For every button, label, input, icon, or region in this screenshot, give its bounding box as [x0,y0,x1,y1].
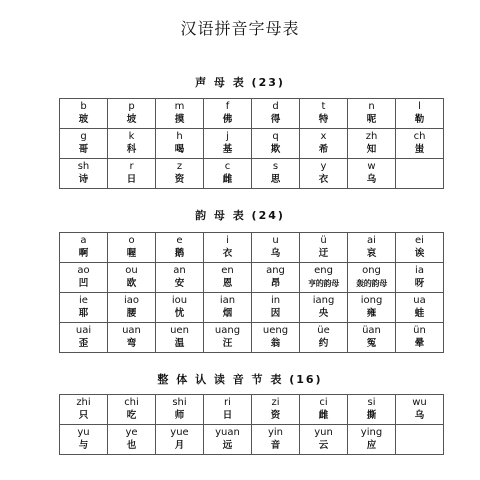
example-character: 翁 [270,338,281,349]
pinyin-letter: ou [125,265,138,276]
table-cell [348,129,396,159]
example-character: 啊 [78,248,89,259]
example-character: 呀 [414,278,425,289]
pinyin-letter: ying [360,427,383,438]
pinyin-letter: j [226,131,229,142]
example-character: 央 [318,308,329,319]
example-character: 与 [78,440,89,451]
example-character: 雌 [222,174,233,185]
pinyin-letter: ang [266,265,285,276]
table-row [60,263,444,293]
table-cell [204,425,252,455]
pinyin-letter: yun [314,427,333,438]
table-row [60,99,444,129]
example-character: 欧 [126,278,137,289]
pinyin-letter: üan [362,325,381,336]
table-cell [60,263,108,293]
pinyin-letter: ye [125,427,138,438]
pinyin-letter: in [270,295,281,306]
table-cell [108,99,156,129]
table-cell [396,263,444,293]
example-character: 晕 [414,338,425,349]
pinyin-letter: yue [170,427,189,438]
pinyin-letter: p [128,101,135,112]
table-cell [252,293,300,323]
zhengti-heading: 整 体 认 读 音 节 表 (16) [157,373,323,386]
example-character: 喝 [174,144,185,155]
example-character: 玻 [78,114,89,125]
pinyin-letter: ian [219,295,236,306]
example-character: 应 [366,440,377,451]
table-cell [396,293,444,323]
shengmu-heading: 声 母 表 (23) [195,76,285,89]
table-cell [204,159,252,189]
pinyin-letter: a [80,235,87,246]
example-character: 恩 [222,278,233,289]
example-character: 迂 [318,248,329,259]
table-cell [300,425,348,455]
pinyin-letter: ai [367,235,376,246]
pinyin-letter: shi [172,397,187,408]
pinyin-letter: k [128,131,135,142]
table-cell [108,425,156,455]
example-character: 温 [174,338,185,349]
example-character: 轰的韵母 [356,279,387,288]
example-character: 摸 [174,114,185,125]
pinyin-letter: e [176,235,183,246]
pinyin-letter: f [225,101,230,112]
pinyin-letter: chi [124,397,139,408]
table-cell [60,99,108,129]
example-character: 乌 [366,174,377,185]
table-cell [300,263,348,293]
example-character: 资 [270,410,281,421]
table-cell [348,233,396,263]
table-row [60,293,444,323]
table-cell [156,99,204,129]
pinyin-letter: iao [123,295,140,306]
example-character: 雍 [366,308,377,319]
table-cell [300,293,348,323]
table-cell [300,159,348,189]
example-character: 鹅 [174,248,185,259]
table-cell [348,425,396,455]
pinyin-letter: ao [77,265,90,276]
pinyin-letter: ü [320,235,327,246]
table-cell [300,233,348,263]
yunmu-table [59,232,444,353]
pinyin-letter: m [174,101,185,112]
pinyin-letter: z [176,161,183,172]
example-character: 撕 [366,410,377,421]
pinyin-letter: ong [362,265,381,276]
pinyin-letter: üe [317,325,330,336]
table-cell [108,293,156,323]
pinyin-letter: d [272,101,279,112]
pinyin-letter: g [80,131,87,142]
pinyin-letter: iong [360,295,383,306]
pinyin-letter: an [173,265,186,276]
example-character: 特 [318,114,329,125]
table-row [60,129,444,159]
example-character: 佛 [222,114,233,125]
example-character: 希 [318,144,329,155]
example-character: 吃 [126,410,137,421]
table-cell [204,129,252,159]
pinyin-letter: ua [413,295,426,306]
table-cell [348,293,396,323]
example-character: 昂 [270,278,281,289]
table-cell [108,233,156,263]
example-character: 日 [222,410,233,421]
table-cell [108,129,156,159]
table-cell [204,323,252,353]
table-cell [348,263,396,293]
pinyin-letter: n [368,101,375,112]
example-character: 烟 [222,308,233,319]
table-cell [156,395,204,425]
example-character: 哀 [366,248,377,259]
example-character: 汪 [222,338,233,349]
example-character: 只 [78,410,89,421]
pinyin-letter: y [320,161,327,172]
example-character: 腰 [126,308,137,319]
table-cell [348,159,396,189]
table-cell [300,99,348,129]
pinyin-letter: o [128,235,135,246]
table-cell [348,323,396,353]
pinyin-letter: zhi [76,397,91,408]
example-character: 哥 [78,144,89,155]
pinyin-letter: ri [224,397,231,408]
table-row [60,159,444,189]
example-character: 亨的韵母 [308,279,339,288]
example-character: 冤 [366,338,377,349]
table-cell [396,159,444,189]
pinyin-letter: w [367,161,376,172]
table-cell [60,323,108,353]
example-character: 思 [270,174,281,185]
pinyin-letter: yu [77,427,90,438]
pinyin-letter: wu [412,397,427,408]
table-cell [252,159,300,189]
table-cell [252,233,300,263]
table-cell [300,129,348,159]
table-cell [204,395,252,425]
example-character: 资 [174,174,185,185]
table-cell [396,99,444,129]
example-character: 日 [126,174,137,185]
table-cell [396,425,444,455]
table-cell [396,395,444,425]
pinyin-letter: u [272,235,279,246]
table-cell [252,323,300,353]
pinyin-letter: r [129,161,134,172]
table-cell [204,99,252,129]
table-cell [60,159,108,189]
table-cell [108,323,156,353]
table-cell [156,425,204,455]
pinyin-letter: en [221,265,234,276]
pinyin-letter: i [226,235,229,246]
table-cell [60,425,108,455]
table-cell [60,129,108,159]
pinyin-letter: l [418,101,421,112]
table-cell [156,233,204,263]
table-row [60,323,444,353]
yunmu-heading: 韵 母 表 (24) [195,209,285,222]
pinyin-letter: uang [214,325,241,336]
example-character: 月 [174,440,185,451]
pinyin-letter: uai [75,325,92,336]
example-character: 师 [174,410,185,421]
example-character: 诶 [414,248,425,259]
example-character: 凹 [78,278,89,289]
table-cell [396,129,444,159]
pinyin-letter: si [367,397,376,408]
table-cell [108,159,156,189]
pinyin-letter: uen [170,325,189,336]
pinyin-letter: ün [413,325,426,336]
example-character: 勒 [414,114,425,125]
table-cell [252,425,300,455]
example-character: 也 [126,440,137,451]
pinyin-letter: eng [314,265,333,276]
table-cell [156,323,204,353]
pinyin-letter: c [224,161,231,172]
table-cell [252,263,300,293]
example-character: 呢 [366,114,377,125]
table-cell [204,233,252,263]
pinyin-letter: zh [365,131,378,142]
example-character: 弯 [126,338,137,349]
example-character: 忧 [174,308,185,319]
example-character: 蚩 [414,144,425,155]
example-character: 远 [222,440,233,451]
example-character: 欺 [270,144,281,155]
example-character: 坡 [126,114,137,125]
pinyin-letter: s [272,161,279,172]
pinyin-letter: uan [122,325,141,336]
pinyin-letter: zi [271,397,280,408]
pinyin-letter: b [80,101,87,112]
example-character: 蛙 [414,308,425,319]
example-character: 乌 [414,410,425,421]
shengmu-table [59,98,444,189]
pinyin-letter: ci [319,397,328,408]
pinyin-letter: t [321,101,326,112]
table-cell [396,233,444,263]
example-character: 诗 [78,174,89,185]
table-cell [348,395,396,425]
example-character: 云 [318,440,329,451]
example-character: 音 [270,440,281,451]
example-character: 基 [222,144,233,155]
pinyin-letter: ch [413,131,426,142]
example-character: 约 [318,338,329,349]
pinyin-letter: yuan [215,427,240,438]
example-character: 耶 [78,308,89,319]
pinyin-letter: sh [77,161,90,172]
table-cell [60,395,108,425]
table-cell [60,293,108,323]
pinyin-letter: ie [79,295,88,306]
pinyin-letter: h [176,131,183,142]
table-cell [252,129,300,159]
zhengti-table [59,394,444,455]
example-character: 雌 [318,410,329,421]
pinyin-letter: yin [267,427,284,438]
example-character: 乌 [270,248,281,259]
example-character: 衣 [222,248,233,259]
table-cell [300,395,348,425]
example-character: 歪 [78,338,89,349]
example-character: 得 [270,114,281,125]
pinyin-letter: ia [415,265,424,276]
table-cell [156,263,204,293]
table-cell [108,263,156,293]
table-cell [60,233,108,263]
table-row [60,425,444,455]
table-cell [396,323,444,353]
table-cell [204,293,252,323]
example-character: 安 [174,278,185,289]
table-row [60,233,444,263]
example-character: 知 [366,144,377,155]
pinyin-letter: iou [171,295,188,306]
pinyin-letter: ei [415,235,424,246]
table-cell [300,323,348,353]
example-character: 因 [270,308,281,319]
example-character: 喔 [126,248,137,259]
pinyin-letter: x [320,131,327,142]
example-character: 科 [126,144,137,155]
table-cell [252,99,300,129]
table-cell [156,293,204,323]
table-cell [108,395,156,425]
pinyin-letter: q [272,131,279,142]
table-cell [156,159,204,189]
table-cell [252,395,300,425]
pinyin-letter: iang [312,295,335,306]
example-character: 衣 [318,174,329,185]
table-cell [156,129,204,159]
table-cell [348,99,396,129]
pinyin-letter: ueng [262,325,289,336]
table-cell [204,263,252,293]
page-title: 汉语拼音字母表 [180,19,300,38]
table-row [60,395,444,425]
